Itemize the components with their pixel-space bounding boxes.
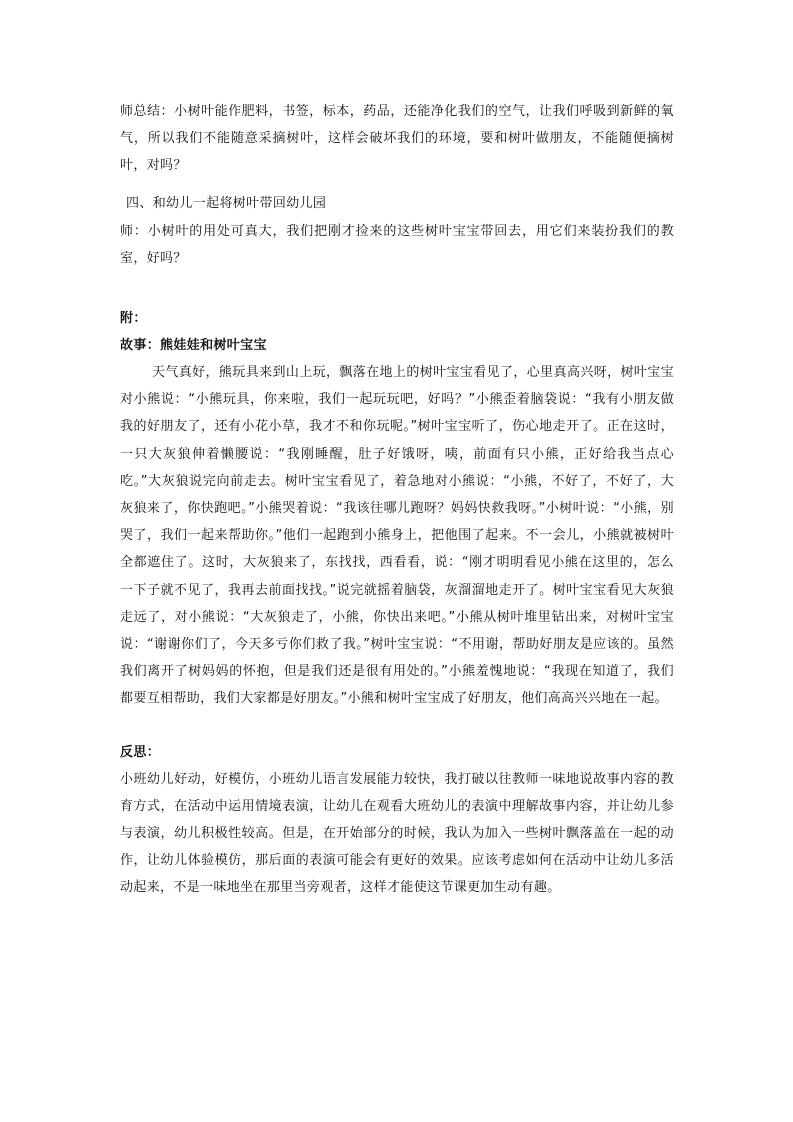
story-body-paragraph: 天气真好，熊玩具来到山上玩，飘落在地上的树叶宝宝看见了，心里真高兴呀，树叶宝宝对小熊说：“小熊玩具，你来啦，我们一起玩玩吧，好吗？”小熊歪着脑袋说：“我有小朋友做我的好朋友了，还有小花小草，我才不和你玩呢。”树叶宝宝听了，伤心地走开了。正在这时，一只大灰狼伸着懒腰说：“我刚睡醒，肚子好饿呀，咦，前面有只小熊，正好给我当点心吃。”大灰狼说完向前走去。树叶宝宝看见了，着急地对小熊说：“小熊，不好了，不好了，大灰狼来了，你快跑吧。”小熊哭着说：“我该往哪儿跑呀？妈妈快救我呀。”小树叶说：“小熊，别哭了，我们一起来帮助你。”他们一起跑到小熊身上，把他围了起来。不一会儿，小熊就被树叶全都遮住了。这时，大灰狼来了，东找找，西看看，说：“刚才明明看见小熊在这里的，怎么一下子就不见了，我再去前面找找。”说完就摇着脑袋，灰溜溜地走开了。树叶宝宝看见大灰狼走远了，对小熊说：“大灰狼走了，小熊，你快出来吧。”小熊从树叶堆里钻出来，对树叶宝宝说：“谢谢你们了，今天多亏你们救了我。”树叶宝宝说：“不用谢，帮助好朋友是应该的。虽然我们离开了树妈妈的怀抱，但是我们还是很有用处的。”小熊羞愧地说：“我现在知道了，我们都要互相帮助，我们大家都是好朋友。”小熊和树叶宝宝成了好朋友，他们高高兴兴地在一起。 bbox=[120, 365, 674, 707]
document-content bbox=[120, 98, 674, 901]
section-four-paragraph: 师：小树叶的用处可真大，我们把刚才捡来的这些树叶宝宝带回去，用它们来装扮我们的教室，好吗？ bbox=[120, 224, 674, 266]
reflection-label: 反思： bbox=[120, 744, 161, 760]
reflection-paragraph: 小班幼儿好动，好模仿，小班幼儿语言发展能力较快，我打破以往教师一味地说故事内容的教育方式，在活动中运用情境表演，让幼儿在观看大班幼儿的表演中理解故事内容，并让幼儿参与表演，幼儿积极性较高。但是，在开始部分的时候，我认为加入一些树叶飘落盖在一起的动作，让幼儿体验模仿，那后面的表演可能会有更好的效果。应该考虑如何在活动中让幼儿多活动起来，不是一味地坐在那里当旁观者，这样才能使这节课更加生动有趣。 bbox=[120, 771, 674, 895]
teacher-summary-paragraph: 师总结：小树叶能作肥料，书签，标本，药品，还能净化我们的空气，让我们呼吸到新鲜的氧气，所以我们不能随意采摘树叶，这样会破坏我们的环境，要和树叶做朋友，不能随便摘树叶，对吗？ bbox=[120, 104, 674, 173]
section-four-heading: 四、和幼儿一起将树叶带回幼儿园 bbox=[126, 196, 327, 211]
appendix-label: 附： bbox=[120, 311, 147, 326]
story-title: 故事：熊娃娃和树叶宝宝 bbox=[120, 338, 267, 353]
